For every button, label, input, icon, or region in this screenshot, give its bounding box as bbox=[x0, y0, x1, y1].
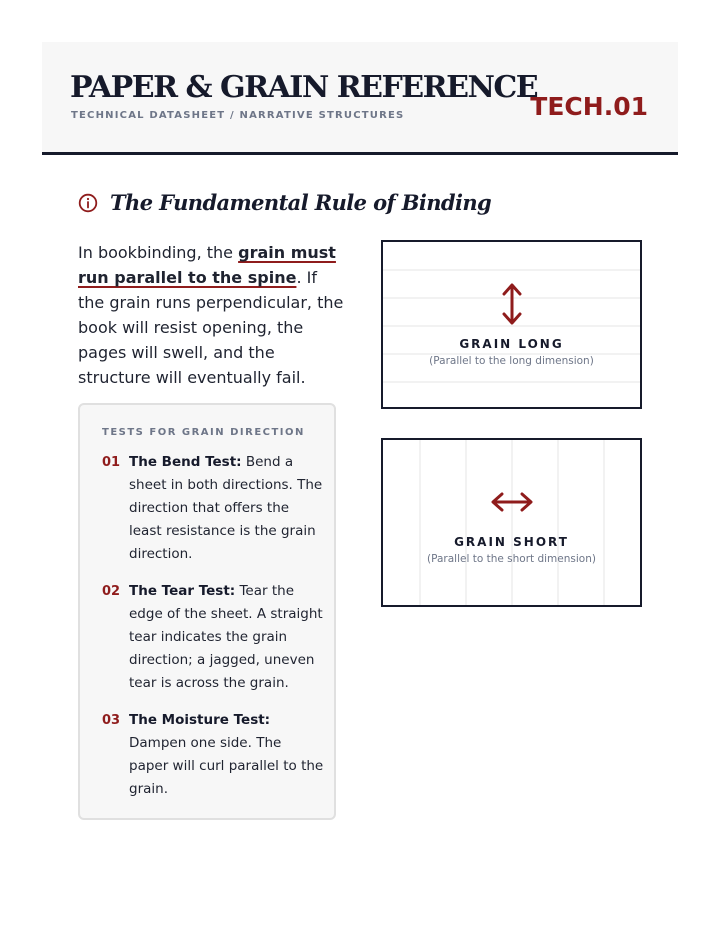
grain-short-label: GRAIN SHORT bbox=[454, 535, 569, 549]
grain-short-diagram bbox=[381, 438, 642, 607]
test-item-tear bbox=[102, 580, 324, 695]
section-heading bbox=[78, 190, 491, 215]
test-label: The Moisture Test: bbox=[129, 712, 271, 728]
intro-text-after: . If the grain runs perpendicular, the book will resist opening, the pages will swell, and the structure will eventually fail. bbox=[78, 268, 344, 387]
test-number: 01 bbox=[102, 455, 121, 470]
test-body: Dampen one side. The paper will curl parallel to the grain. bbox=[129, 735, 324, 797]
tests-heading: TESTS FOR GRAIN DIRECTION bbox=[102, 427, 305, 438]
vertical-double-arrow-icon bbox=[500, 282, 524, 326]
horizontal-double-arrow-icon bbox=[490, 490, 534, 514]
test-description bbox=[129, 709, 324, 801]
intro-text-before: In bookbinding, the bbox=[78, 243, 239, 262]
test-item-bend bbox=[102, 451, 324, 566]
intro-paragraph bbox=[78, 240, 346, 390]
section-title: The Fundamental Rule of Binding bbox=[110, 190, 492, 215]
grain-long-diagram bbox=[381, 240, 642, 409]
document-code: TECH.01 bbox=[530, 92, 648, 121]
datasheet-header bbox=[42, 42, 678, 155]
intro-emphasis: grain must run parallel to the spine bbox=[78, 243, 336, 287]
test-label: The Bend Test: bbox=[129, 454, 242, 470]
page-subtitle: TECHNICAL DATASHEET / NARRATIVE STRUCTURES bbox=[71, 110, 405, 121]
test-number: 02 bbox=[102, 584, 121, 599]
grain-short-caption: (Parallel to the short dimension) bbox=[427, 553, 596, 565]
info-circle-icon bbox=[78, 193, 98, 213]
vertical-grain-lines bbox=[383, 440, 640, 605]
page-title: PAPER & GRAIN REFERENCE bbox=[70, 70, 538, 105]
test-body: Bend a sheet in both directions. The direction that offers the least resistance is the grain direction. bbox=[129, 454, 323, 562]
test-label: The Tear Test: bbox=[129, 583, 236, 599]
grain-long-caption: (Parallel to the long dimension) bbox=[429, 355, 594, 367]
test-item-moisture bbox=[102, 709, 324, 801]
test-description bbox=[129, 580, 324, 695]
grain-tests-panel bbox=[78, 403, 336, 820]
test-description bbox=[129, 451, 324, 566]
test-number: 03 bbox=[102, 713, 121, 728]
test-body: Tear the edge of the sheet. A straight tear indicates the grain direction; a jagged, uneven tear is across the grain. bbox=[129, 583, 323, 691]
grain-long-label: GRAIN LONG bbox=[459, 337, 564, 351]
